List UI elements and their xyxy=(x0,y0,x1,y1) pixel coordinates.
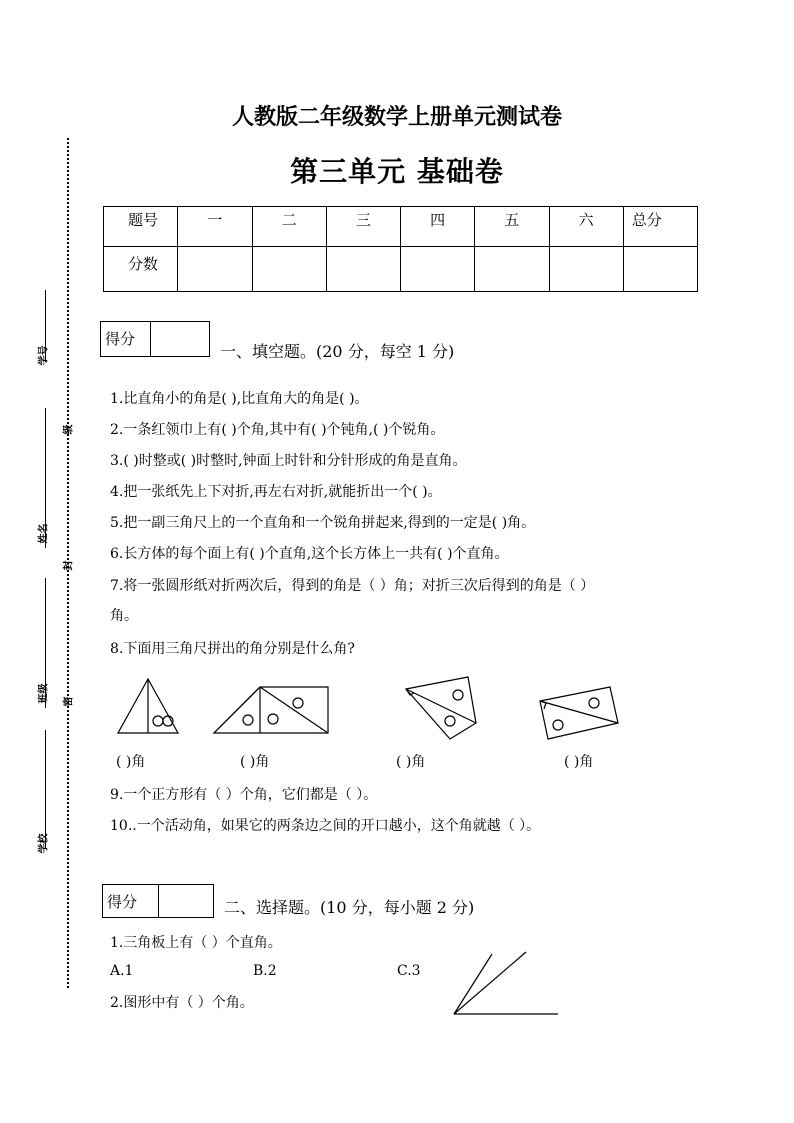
triangle-ruler-figures xyxy=(110,675,630,747)
question-5: 5.把一副三角尺上的一个直角和一个锐角拼起来,得到的一定是( )角。 xyxy=(110,515,536,531)
score-input-cell[interactable] xyxy=(252,247,326,292)
binding-mark: 级 xyxy=(63,424,75,435)
score-table-cell: 三 xyxy=(326,207,400,247)
score-table-cell: 四 xyxy=(401,207,475,247)
exam-title: 人教版二年级数学上册单元测试卷 xyxy=(231,104,562,130)
score-input-cell[interactable] xyxy=(178,247,252,292)
binding-blank-line xyxy=(45,730,46,848)
question-8: 8.下面用三角尺拼出的角分别是什么角? xyxy=(110,641,355,657)
score-box-label: 得分 xyxy=(103,885,159,917)
question-4: 4.把一张纸先上下对折,再左右对折,就能折出一个( )。 xyxy=(110,484,442,500)
score-box-label: 得分 xyxy=(101,322,151,356)
section2-score-box xyxy=(102,884,214,918)
choice-question-1: 1.三角板上有（ ）个直角。 xyxy=(110,935,282,951)
section1-score-box xyxy=(100,321,210,357)
score-table-cell: 五 xyxy=(475,207,549,247)
score-input-cell[interactable] xyxy=(401,247,475,292)
score-table-header-row xyxy=(104,207,698,247)
score-table-cell: 二 xyxy=(252,207,326,247)
section1-heading: 一、填空题。(20 分，每空 1 分) xyxy=(220,342,455,361)
score-input-cell[interactable] xyxy=(623,247,697,292)
score-table-cell: 一 xyxy=(178,207,252,247)
binding-mark: 密 xyxy=(63,696,75,707)
question-7: 7.将一张圆形纸对折两次后，得到的角是（ ）角；对折三次后得到的角是（ ） xyxy=(110,578,595,594)
score-input-cell[interactable] xyxy=(475,247,549,292)
score-table-score-row xyxy=(104,247,698,292)
score-table-cell: 题号 xyxy=(104,207,178,247)
question-10: 10..一个活动角，如果它的两条边之间的开口越小，这个角就越（ ）。 xyxy=(110,818,541,834)
score-input-cell[interactable] xyxy=(549,247,623,292)
question-9: 9.一个正方形有（ ）个角，它们都是（ ）。 xyxy=(110,787,378,803)
binding-label-class: 班级 xyxy=(38,683,50,704)
question-1: 1.比直角小的角是( ),比直角大的角是( )。 xyxy=(110,391,369,407)
figure-1-answer: ( )角 xyxy=(116,754,146,770)
angle-figure xyxy=(448,948,564,1020)
choice-question-2: 2.图形中有（ ）个角。 xyxy=(110,995,254,1011)
figure-4-answer: ( )角 xyxy=(564,754,594,770)
figure-3-shape xyxy=(406,677,476,739)
binding-label-name: 姓名 xyxy=(38,523,50,544)
option-b[interactable]: B.2 xyxy=(253,963,277,979)
score-box-blank[interactable] xyxy=(159,885,213,917)
score-table-cell: 总分 xyxy=(623,207,697,247)
score-box-blank[interactable] xyxy=(151,322,209,356)
exam-subtitle: 第三单元 基础卷 xyxy=(290,155,504,188)
option-c[interactable]: C.3 xyxy=(397,963,421,979)
question-3: 3.( )时整或( )时整时,钟面上时针和分针形成的角是直角。 xyxy=(110,453,467,469)
binding-mark: 封 xyxy=(63,560,75,571)
question-6: 6.长方体的每个面上有( )个直角,这个长方体上一共有( )个直角。 xyxy=(110,546,509,562)
figure-3-answer: ( )角 xyxy=(396,754,426,770)
binding-label-student-number: 学号 xyxy=(38,345,50,366)
question-7-continued: 角。 xyxy=(110,608,138,624)
binding-label-school: 学校 xyxy=(38,833,50,854)
score-table-cell: 分数 xyxy=(104,247,178,292)
score-table xyxy=(103,206,698,292)
question-2: 2.一条红领巾上有( )个角,其中有( )个钝角,( )个锐角。 xyxy=(110,422,445,438)
figure-2-answer: ( )角 xyxy=(240,754,270,770)
option-a[interactable]: A.1 xyxy=(110,963,134,979)
section2-heading: 二、选择题。(10 分，每小题 2 分) xyxy=(224,898,475,917)
score-input-cell[interactable] xyxy=(326,247,400,292)
score-table-cell: 六 xyxy=(549,207,623,247)
figure-4-shape xyxy=(540,687,618,739)
